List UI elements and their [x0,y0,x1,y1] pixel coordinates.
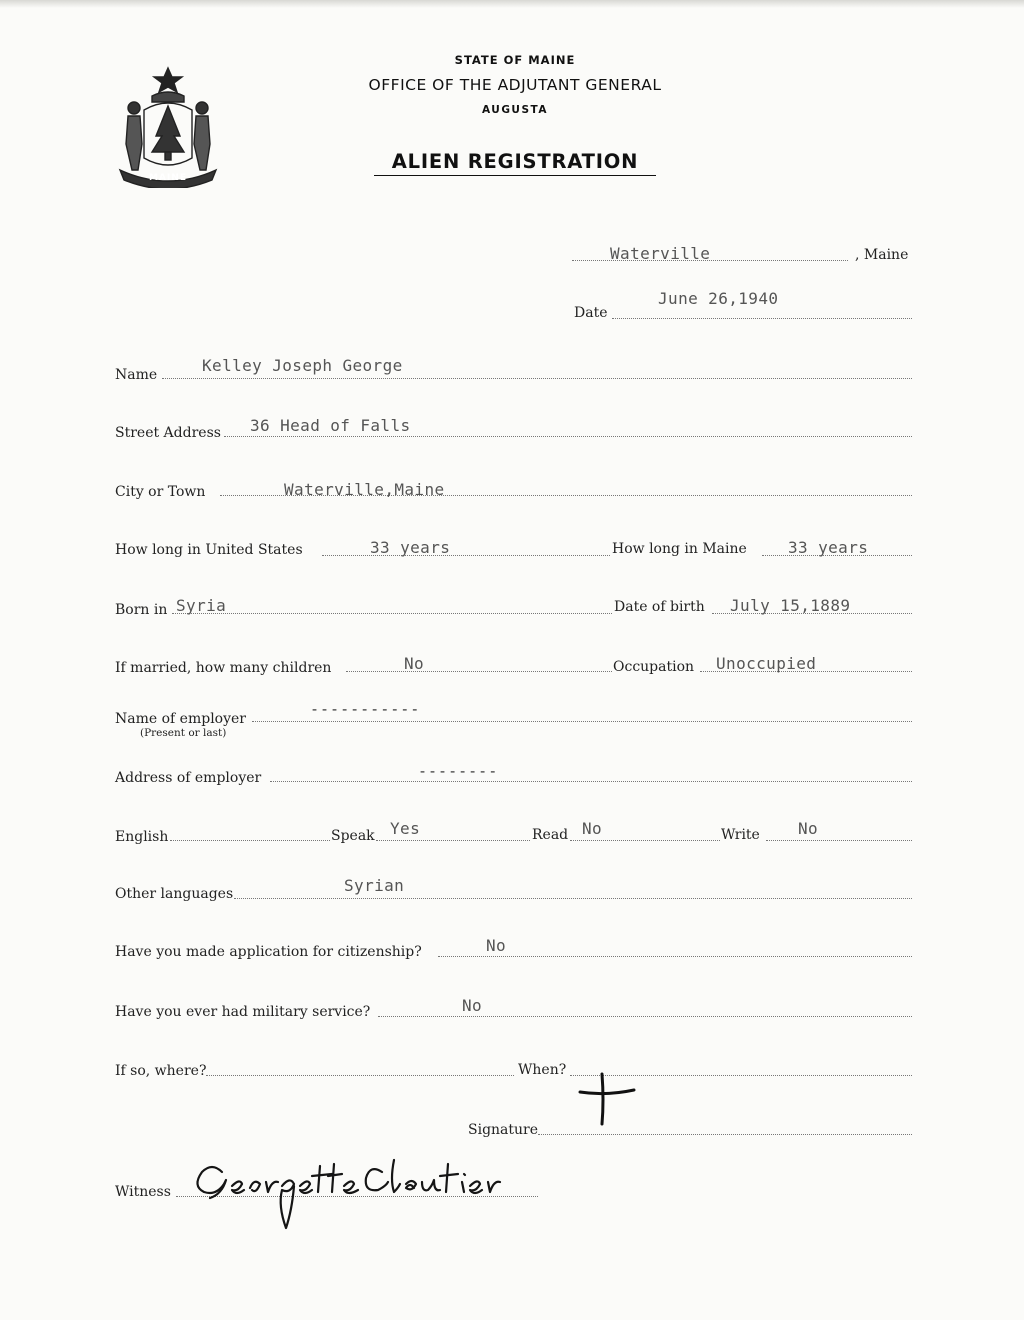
date-label: Date [574,305,608,321]
city-label: City or Town [115,484,206,500]
dob-value[interactable]: July 15,1889 [730,596,851,615]
place-value[interactable]: Waterville [610,244,711,263]
occupation-value[interactable]: Unoccupied [716,654,817,673]
header-office: OFFICE OF THE ADJUTANT GENERAL [368,76,662,94]
children-value[interactable]: No [404,654,425,673]
street-value[interactable]: 36 Head of Falls [250,416,411,435]
other-languages-value[interactable]: Syrian [344,876,405,895]
where-line[interactable] [206,1075,514,1076]
children-line [346,671,612,672]
employer-value[interactable]: ----------- [310,700,421,718]
date-value[interactable]: June 26,1940 [658,289,779,308]
employer-address-line [270,781,912,782]
when-label: When? [518,1062,567,1078]
born-label: Born in [115,602,168,618]
signature-cross-mark[interactable] [576,1070,636,1130]
read-label: Read [532,827,569,843]
military-line [378,1016,912,1017]
maine-state-seal [112,66,224,188]
write-line [766,840,912,841]
scan-edge [0,0,1024,8]
place-suffix: , Maine [855,247,909,263]
other-languages-label: Other languages [115,886,234,902]
speak-label: Speak [331,828,375,844]
where-label: If so, where? [115,1063,207,1079]
read-line [570,840,720,841]
employer-address-label: Address of employer [115,770,262,786]
name-value[interactable]: Kelley Joseph George [202,356,403,375]
occupation-label: Occupation [613,659,695,675]
other-languages-line [234,898,912,899]
signature-label: Signature [468,1122,539,1138]
us-duration-line [322,555,610,556]
children-label: If married, how many children [115,660,332,676]
employer-address-value[interactable]: -------- [418,762,499,780]
street-line [224,436,912,437]
form-title: ALIEN REGISTRATION [374,150,656,176]
date-line [612,318,912,319]
citizenship-line [438,956,912,957]
speak-line [376,840,530,841]
military-label: Have you ever had military service? [115,1004,371,1020]
citizenship-label: Have you made application for citizenship? [115,944,422,960]
maine-duration-value[interactable]: 33 years [788,538,869,557]
english-label: English [115,829,169,845]
employer-sublabel: (Present or last) [140,727,227,739]
maine-duration-label: How long in Maine [612,541,747,557]
speak-value[interactable]: Yes [390,819,421,838]
name-label: Name [115,367,158,383]
witness-signature[interactable] [182,1150,512,1235]
read-value[interactable]: No [582,819,603,838]
witness-label: Witness [115,1184,171,1200]
us-duration-label: How long in United States [115,542,303,558]
write-label: Write [721,827,760,843]
employer-line [252,721,912,722]
born-line [172,613,612,614]
english-line [170,840,330,841]
dob-label: Date of birth [614,599,705,615]
city-value[interactable]: Waterville,Maine [284,480,445,499]
seal-banner-text: MAINE [149,173,187,183]
born-value[interactable]: Syria [176,596,227,615]
signature-line [538,1134,912,1135]
name-line [162,378,912,379]
header-city: AUGUSTA [481,104,548,116]
write-value[interactable]: No [798,819,819,838]
us-duration-value[interactable]: 33 years [370,538,451,557]
citizenship-value[interactable]: No [486,936,507,955]
header-state: STATE OF MAINE [454,53,576,67]
employer-label: Name of employer [115,711,246,727]
street-label: Street Address [115,425,221,441]
military-value[interactable]: No [462,996,483,1015]
